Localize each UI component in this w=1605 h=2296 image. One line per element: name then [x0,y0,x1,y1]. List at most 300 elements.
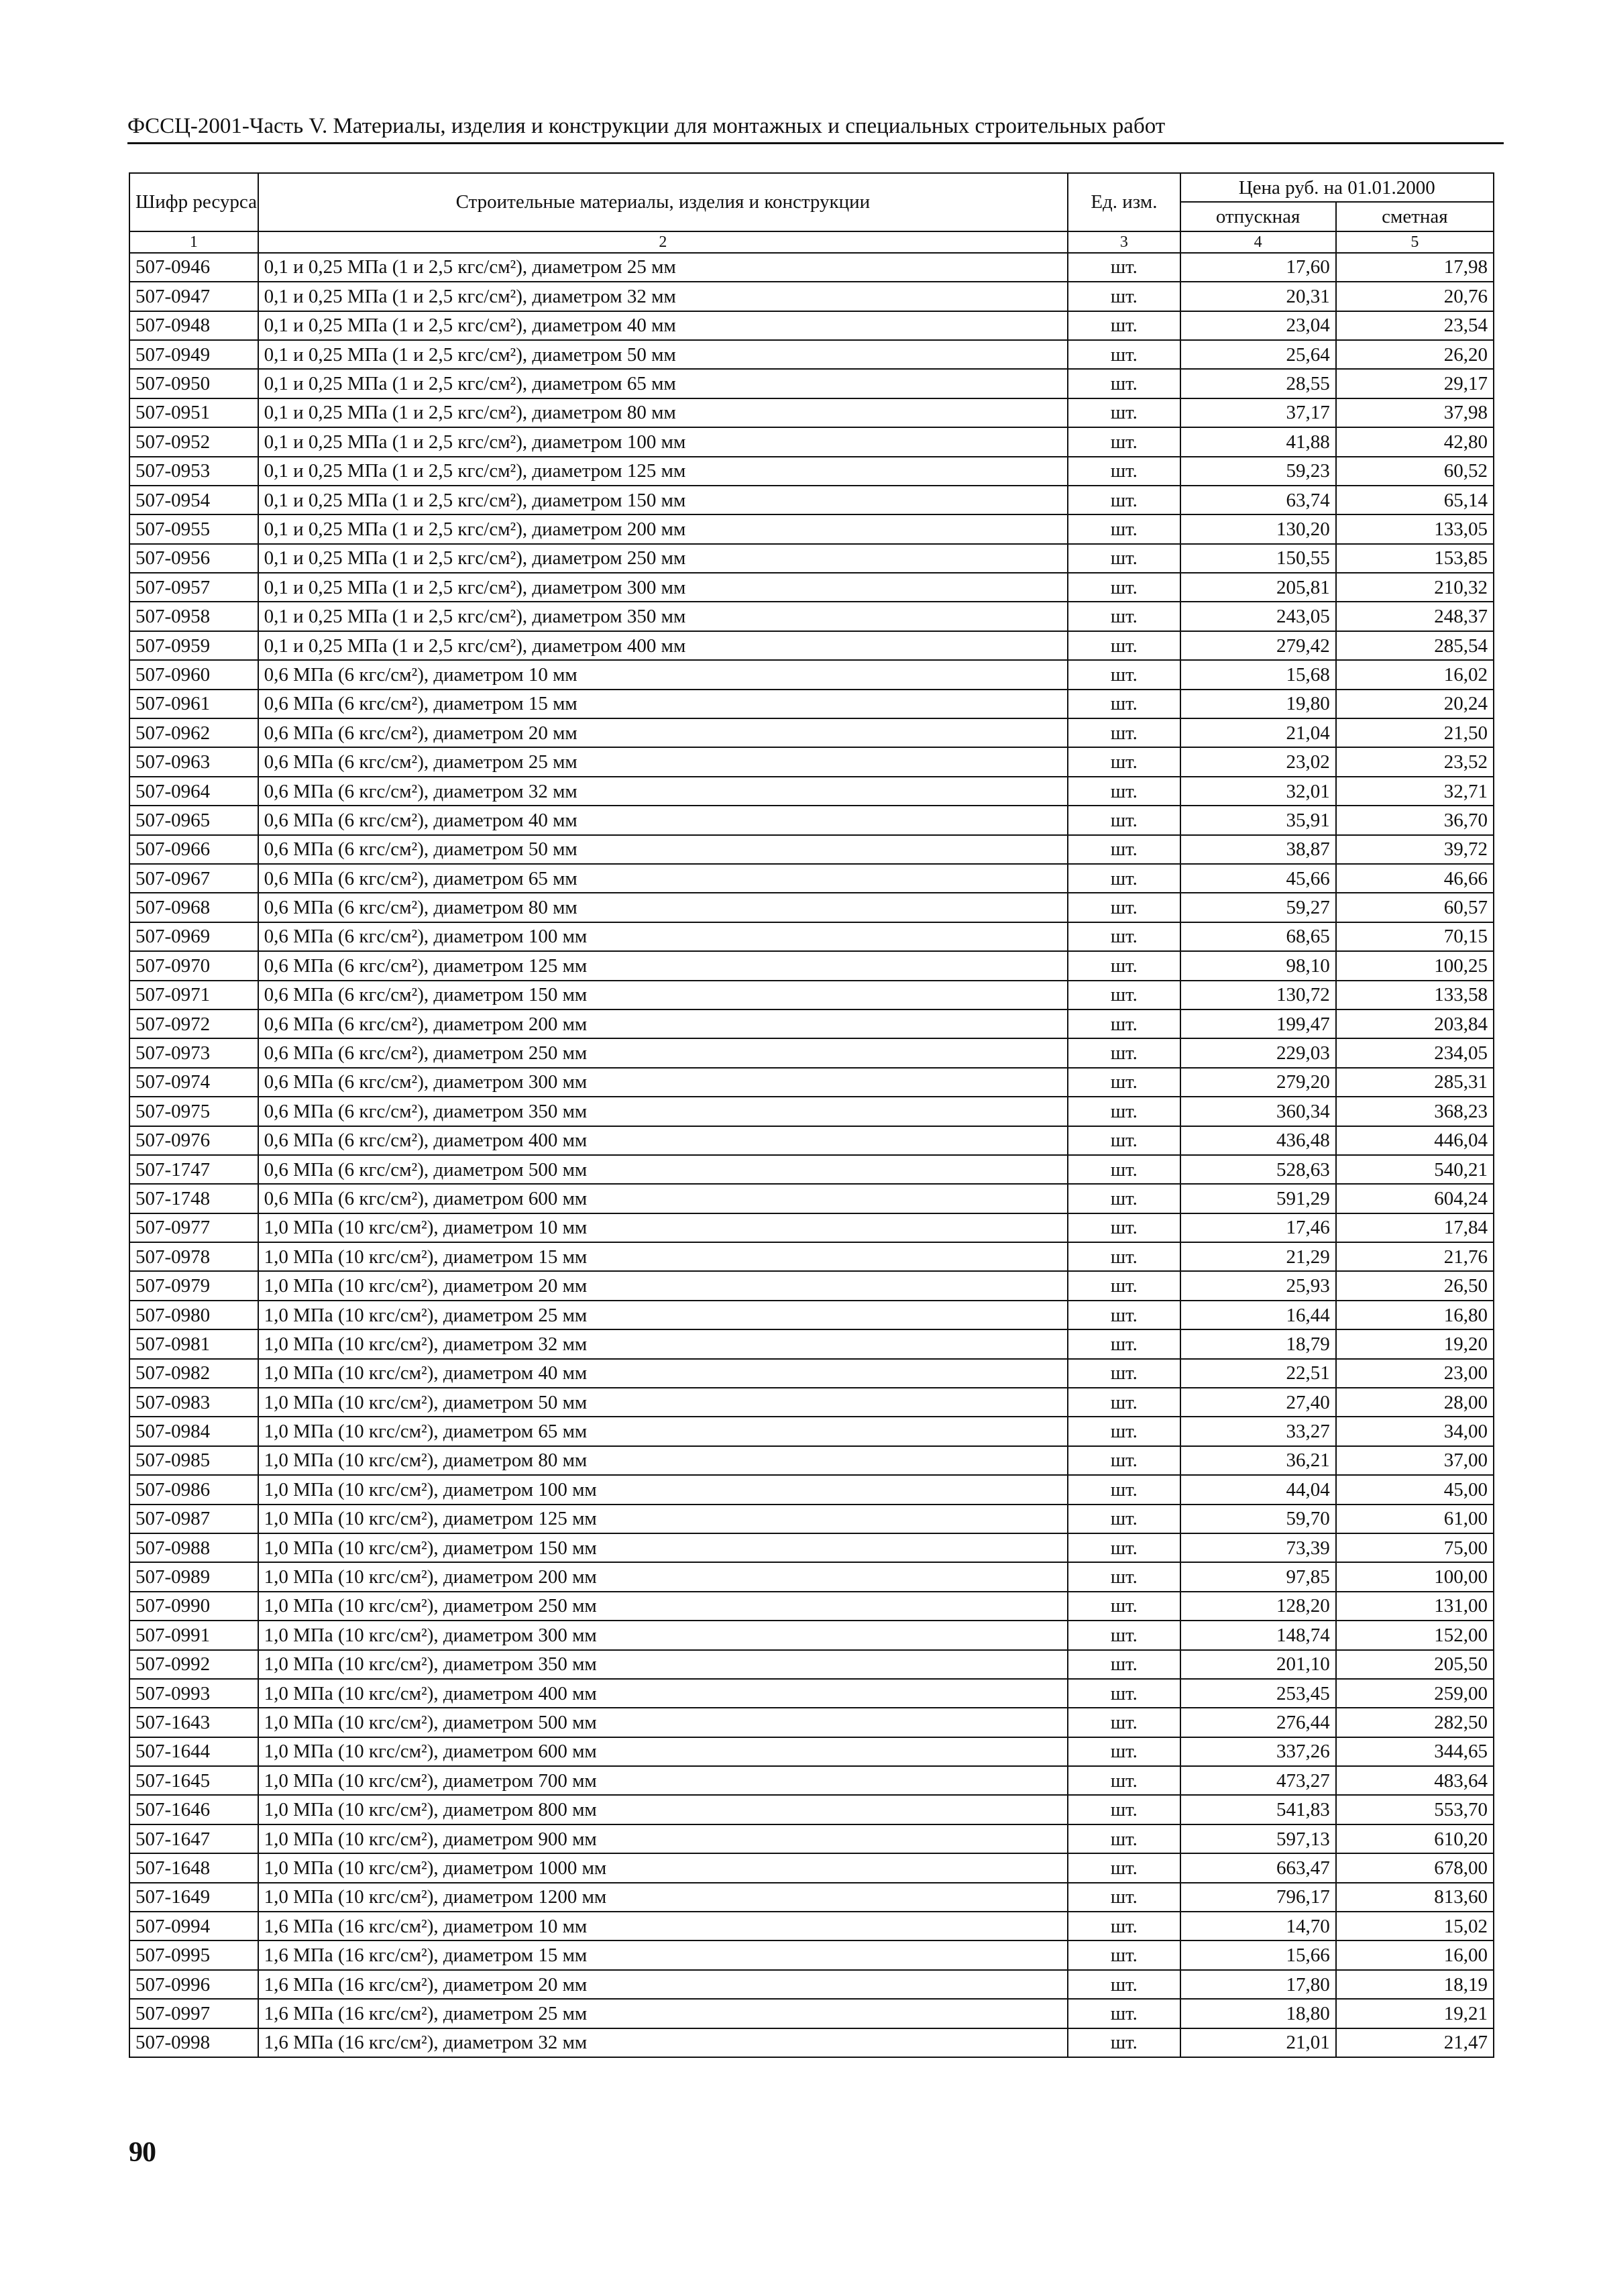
estimate-price-cell: 21,47 [1336,2028,1494,2057]
material-name-cell: 0,1 и 0,25 МПа (1 и 2,5 кгс/см²), диаметром 50 мм [258,340,1068,369]
release-price-cell: 16,44 [1180,1301,1336,1329]
unit-cell: шт. [1068,1795,1180,1824]
table-row [129,1097,1494,1126]
table-row [129,951,1494,980]
estimate-price-cell: 153,85 [1336,544,1494,573]
release-price-cell: 23,04 [1180,311,1336,340]
estimate-price-cell: 23,54 [1336,311,1494,340]
unit-cell: шт. [1068,1097,1180,1126]
release-price-cell: 253,45 [1180,1679,1336,1708]
estimate-price-cell: 23,00 [1336,1359,1494,1388]
table-row [129,1126,1494,1155]
table-row [129,2028,1494,2057]
estimate-price-cell: 20,76 [1336,282,1494,311]
estimate-price-cell: 42,80 [1336,427,1494,456]
table-row [129,573,1494,602]
release-price-cell: 337,26 [1180,1737,1336,1766]
unit-cell: шт. [1068,1766,1180,1795]
resource-code-cell: 507-0975 [129,1097,258,1126]
table-row [129,1912,1494,1940]
unit-cell: шт. [1068,514,1180,543]
table-row [129,1213,1494,1242]
estimate-price-cell: 234,05 [1336,1038,1494,1067]
resource-code-cell: 507-0986 [129,1475,258,1504]
material-name-cell: 1,6 МПа (16 кгс/см²), диаметром 20 мм [258,1970,1068,1999]
resource-code-cell: 507-0947 [129,282,258,311]
column-number: 2 [258,231,1068,253]
column-header-release-price: отпускная [1180,202,1336,231]
table-row [129,369,1494,398]
table-row [129,1766,1494,1795]
release-price-cell: 128,20 [1180,1592,1336,1621]
resource-code-cell: 507-1647 [129,1824,258,1853]
unit-cell: шт. [1068,1824,1180,1853]
unit-cell: шт. [1068,1912,1180,1940]
price-table [129,172,1494,2058]
unit-cell: шт. [1068,1883,1180,1912]
resource-code-cell: 507-0965 [129,806,258,834]
table-row [129,864,1494,893]
resource-code-cell: 507-0973 [129,1038,258,1067]
estimate-price-cell: 205,50 [1336,1650,1494,1679]
estimate-price-cell: 26,20 [1336,340,1494,369]
material-name-cell: 1,0 МПа (10 кгс/см²), диаметром 600 мм [258,1737,1068,1766]
material-name-cell: 0,6 МПа (6 кгс/см²), диаметром 350 мм [258,1097,1068,1126]
unit-cell: шт. [1068,718,1180,747]
release-price-cell: 21,01 [1180,2028,1336,2057]
material-name-cell: 0,6 МПа (6 кгс/см²), диаметром 65 мм [258,864,1068,893]
table-row [129,747,1494,776]
resource-code-cell: 507-0987 [129,1505,258,1533]
material-name-cell: 0,1 и 0,25 МПа (1 и 2,5 кгс/см²), диаметром 100 мм [258,427,1068,456]
table-row [129,602,1494,631]
material-name-cell: 0,6 МПа (6 кгс/см²), диаметром 20 мм [258,718,1068,747]
table-row [129,1592,1494,1621]
release-price-cell: 21,29 [1180,1242,1336,1271]
estimate-price-cell: 70,15 [1336,922,1494,951]
table-row [129,1824,1494,1853]
unit-cell: шт. [1068,806,1180,834]
estimate-price-cell: 19,21 [1336,1999,1494,2028]
estimate-price-cell: 16,80 [1336,1301,1494,1329]
column-number-row [129,231,1494,253]
release-price-cell: 796,17 [1180,1883,1336,1912]
release-price-cell: 36,21 [1180,1446,1336,1475]
column-header-estimate-price: сметная [1336,202,1494,231]
unit-cell: шт. [1068,747,1180,776]
release-price-cell: 23,02 [1180,747,1336,776]
release-price-cell: 17,60 [1180,253,1336,282]
material-name-cell: 0,6 МПа (6 кгс/см²), диаметром 300 мм [258,1068,1068,1097]
release-price-cell: 276,44 [1180,1708,1336,1737]
table-row [129,1242,1494,1271]
resource-code-cell: 507-0989 [129,1562,258,1591]
material-name-cell: 1,0 МПа (10 кгс/см²), диаметром 10 мм [258,1213,1068,1242]
estimate-price-cell: 483,64 [1336,1766,1494,1795]
material-name-cell: 0,1 и 0,25 МПа (1 и 2,5 кгс/см²), диаметром 32 мм [258,282,1068,311]
material-name-cell: 1,6 МПа (16 кгс/см²), диаметром 10 мм [258,1912,1068,1940]
material-name-cell: 1,0 МПа (10 кгс/см²), диаметром 80 мм [258,1446,1068,1475]
unit-cell: шт. [1068,427,1180,456]
release-price-cell: 473,27 [1180,1766,1336,1795]
unit-cell: шт. [1068,1242,1180,1271]
unit-cell: шт. [1068,1650,1180,1679]
table-row [129,1970,1494,1999]
table-row [129,1679,1494,1708]
table-row [129,1650,1494,1679]
release-price-cell: 597,13 [1180,1824,1336,1853]
release-price-cell: 32,01 [1180,777,1336,806]
table-row [129,660,1494,689]
table-row [129,1475,1494,1504]
resource-code-cell: 507-0946 [129,253,258,282]
unit-cell: шт. [1068,398,1180,427]
table-row [129,253,1494,282]
release-price-cell: 20,31 [1180,282,1336,311]
resource-code-cell: 507-0976 [129,1126,258,1155]
table-row [129,1271,1494,1300]
material-name-cell: 1,0 МПа (10 кгс/см²), диаметром 150 мм [258,1533,1068,1562]
unit-cell: шт. [1068,1562,1180,1591]
release-price-cell: 59,70 [1180,1505,1336,1533]
unit-cell: шт. [1068,1446,1180,1475]
release-price-cell: 41,88 [1180,427,1336,456]
release-price-cell: 73,39 [1180,1533,1336,1562]
resource-code-cell: 507-1645 [129,1766,258,1795]
material-name-cell: 1,0 МПа (10 кгс/см²), диаметром 20 мм [258,1271,1068,1300]
estimate-price-cell: 45,00 [1336,1475,1494,1504]
resource-code-cell: 507-0963 [129,747,258,776]
table-row [129,690,1494,718]
estimate-price-cell: 17,84 [1336,1213,1494,1242]
material-name-cell: 1,0 МПа (10 кгс/см²), диаметром 800 мм [258,1795,1068,1824]
estimate-price-cell: 259,00 [1336,1679,1494,1708]
estimate-price-cell: 285,54 [1336,631,1494,660]
estimate-price-cell: 203,84 [1336,1009,1494,1038]
release-price-cell: 360,34 [1180,1097,1336,1126]
resource-code-cell: 507-0988 [129,1533,258,1562]
release-price-cell: 279,20 [1180,1068,1336,1097]
unit-cell: шт. [1068,660,1180,689]
estimate-price-cell: 678,00 [1336,1853,1494,1882]
unit-cell: шт. [1068,1271,1180,1300]
release-price-cell: 199,47 [1180,1009,1336,1038]
resource-code-cell: 507-0978 [129,1242,258,1271]
release-price-cell: 38,87 [1180,835,1336,864]
material-name-cell: 0,6 МПа (6 кгс/см²), диаметром 500 мм [258,1155,1068,1184]
table-row [129,777,1494,806]
unit-cell: шт. [1068,631,1180,660]
material-name-cell: 1,0 МПа (10 кгс/см²), диаметром 200 мм [258,1562,1068,1591]
material-name-cell: 1,0 МПа (10 кгс/см²), диаметром 32 мм [258,1329,1068,1358]
estimate-price-cell: 65,14 [1336,486,1494,514]
material-name-cell: 0,1 и 0,25 МПа (1 и 2,5 кгс/см²), диаметром 350 мм [258,602,1068,631]
estimate-price-cell: 32,71 [1336,777,1494,806]
material-name-cell: 1,0 МПа (10 кгс/см²), диаметром 500 мм [258,1708,1068,1737]
table-row [129,1533,1494,1562]
column-header-code: Шифр ресурса [129,173,258,231]
release-price-cell: 59,23 [1180,457,1336,486]
table-row [129,1737,1494,1766]
estimate-price-cell: 610,20 [1336,1824,1494,1853]
material-name-cell: 1,0 МПа (10 кгс/см²), диаметром 15 мм [258,1242,1068,1271]
material-name-cell: 0,1 и 0,25 МПа (1 и 2,5 кгс/см²), диаметром 25 мм [258,253,1068,282]
unit-cell: шт. [1068,1184,1180,1213]
material-name-cell: 0,6 МПа (6 кгс/см²), диаметром 125 мм [258,951,1068,980]
table-row [129,1446,1494,1475]
release-price-cell: 25,64 [1180,340,1336,369]
table-row [129,1562,1494,1591]
resource-code-cell: 507-0980 [129,1301,258,1329]
unit-cell: шт. [1068,1301,1180,1329]
material-name-cell: 0,6 МПа (6 кгс/см²), диаметром 400 мм [258,1126,1068,1155]
material-name-cell: 0,6 МПа (6 кгс/см²), диаметром 15 мм [258,690,1068,718]
table-row [129,981,1494,1009]
estimate-price-cell: 15,02 [1336,1912,1494,1940]
table-row [129,282,1494,311]
material-name-cell: 1,6 МПа (16 кгс/см²), диаметром 32 мм [258,2028,1068,2057]
release-price-cell: 98,10 [1180,951,1336,980]
estimate-price-cell: 210,32 [1336,573,1494,602]
table-row [129,806,1494,834]
material-name-cell: 1,0 МПа (10 кгс/см²), диаметром 700 мм [258,1766,1068,1795]
release-price-cell: 150,55 [1180,544,1336,573]
resource-code-cell: 507-0972 [129,1009,258,1038]
table-body [129,253,1494,2057]
resource-code-cell: 507-0985 [129,1446,258,1475]
resource-code-cell: 507-0950 [129,369,258,398]
resource-code-cell: 507-0964 [129,777,258,806]
table-row [129,1301,1494,1329]
estimate-price-cell: 37,00 [1336,1446,1494,1475]
estimate-price-cell: 21,50 [1336,718,1494,747]
release-price-cell: 436,48 [1180,1126,1336,1155]
unit-cell: шт. [1068,486,1180,514]
resource-code-cell: 507-0971 [129,981,258,1009]
unit-cell: шт. [1068,1126,1180,1155]
unit-cell: шт. [1068,457,1180,486]
release-price-cell: 21,04 [1180,718,1336,747]
column-number: 1 [129,231,258,253]
estimate-price-cell: 368,23 [1336,1097,1494,1126]
table-row [129,835,1494,864]
table-row [129,1388,1494,1417]
table-row [129,398,1494,427]
material-name-cell: 0,6 МПа (6 кгс/см²), диаметром 200 мм [258,1009,1068,1038]
estimate-price-cell: 26,50 [1336,1271,1494,1300]
estimate-price-cell: 20,24 [1336,690,1494,718]
column-header-name: Строительные материалы, изделия и конструкции [258,173,1068,231]
unit-cell: шт. [1068,369,1180,398]
resource-code-cell: 507-0957 [129,573,258,602]
unit-cell: шт. [1068,690,1180,718]
page-header-title: ФССЦ-2001-Часть V. Материалы, изделия и конструкции для монтажных и специальных строительных работ [127,114,1166,138]
unit-cell: шт. [1068,1155,1180,1184]
table-row [129,1068,1494,1097]
unit-cell: шт. [1068,1679,1180,1708]
unit-cell: шт. [1068,1533,1180,1562]
estimate-price-cell: 813,60 [1336,1883,1494,1912]
material-name-cell: 0,6 МПа (6 кгс/см²), диаметром 10 мм [258,660,1068,689]
table-row [129,1621,1494,1649]
resource-code-cell: 507-0982 [129,1359,258,1388]
material-name-cell: 0,6 МПа (6 кгс/см²), диаметром 40 мм [258,806,1068,834]
estimate-price-cell: 100,00 [1336,1562,1494,1591]
estimate-price-cell: 446,04 [1336,1126,1494,1155]
resource-code-cell: 507-0951 [129,398,258,427]
release-price-cell: 17,80 [1180,1970,1336,1999]
unit-cell: шт. [1068,1359,1180,1388]
release-price-cell: 17,46 [1180,1213,1336,1242]
estimate-price-cell: 100,25 [1336,951,1494,980]
material-name-cell: 1,0 МПа (10 кгс/см²), диаметром 65 мм [258,1417,1068,1445]
table-row [129,457,1494,486]
material-name-cell: 0,6 МПа (6 кгс/см²), диаметром 32 мм [258,777,1068,806]
estimate-price-cell: 18,19 [1336,1970,1494,1999]
table-row [129,1184,1494,1213]
unit-cell: шт. [1068,1708,1180,1737]
resource-code-cell: 507-0981 [129,1329,258,1358]
resource-code-cell: 507-0961 [129,690,258,718]
unit-cell: шт. [1068,1475,1180,1504]
unit-cell: шт. [1068,893,1180,922]
unit-cell: шт. [1068,1592,1180,1621]
estimate-price-cell: 23,52 [1336,747,1494,776]
column-number: 5 [1336,231,1494,253]
resource-code-cell: 507-0949 [129,340,258,369]
material-name-cell: 0,1 и 0,25 МПа (1 и 2,5 кгс/см²), диаметром 250 мм [258,544,1068,573]
release-price-cell: 148,74 [1180,1621,1336,1649]
release-price-cell: 19,80 [1180,690,1336,718]
release-price-cell: 45,66 [1180,864,1336,893]
release-price-cell: 44,04 [1180,1475,1336,1504]
resource-code-cell: 507-0983 [129,1388,258,1417]
unit-cell: шт. [1068,544,1180,573]
material-name-cell: 0,6 МПа (6 кгс/см²), диаметром 50 мм [258,835,1068,864]
estimate-price-cell: 131,00 [1336,1592,1494,1621]
estimate-price-cell: 19,20 [1336,1329,1494,1358]
material-name-cell: 0,1 и 0,25 МПа (1 и 2,5 кгс/см²), диаметром 125 мм [258,457,1068,486]
release-price-cell: 22,51 [1180,1359,1336,1388]
release-price-cell: 18,79 [1180,1329,1336,1358]
resource-code-cell: 507-1748 [129,1184,258,1213]
resource-code-cell: 507-0979 [129,1271,258,1300]
material-name-cell: 1,6 МПа (16 кгс/см²), диаметром 25 мм [258,1999,1068,2028]
material-name-cell: 0,6 МПа (6 кгс/см²), диаметром 25 мм [258,747,1068,776]
release-price-cell: 528,63 [1180,1155,1336,1184]
resource-code-cell: 507-0970 [129,951,258,980]
release-price-cell: 229,03 [1180,1038,1336,1067]
resource-code-cell: 507-0995 [129,1940,258,1969]
unit-cell: шт. [1068,864,1180,893]
resource-code-cell: 507-1747 [129,1155,258,1184]
material-name-cell: 0,6 МПа (6 кгс/см²), диаметром 600 мм [258,1184,1068,1213]
material-name-cell: 1,0 МПа (10 кгс/см²), диаметром 900 мм [258,1824,1068,1853]
material-name-cell: 1,0 МПа (10 кгс/см²), диаметром 1200 мм [258,1883,1068,1912]
unit-cell: шт. [1068,1970,1180,1999]
table-row [129,1038,1494,1067]
table-row [129,1009,1494,1038]
table-row [129,514,1494,543]
release-price-cell: 59,27 [1180,893,1336,922]
table-row [129,544,1494,573]
release-price-cell: 14,70 [1180,1912,1336,1940]
resource-code-cell: 507-1646 [129,1795,258,1824]
unit-cell: шт. [1068,602,1180,631]
table-row [129,1883,1494,1912]
unit-cell: шт. [1068,1999,1180,2028]
table-row [129,1853,1494,1882]
release-price-cell: 243,05 [1180,602,1336,631]
table-row [129,1155,1494,1184]
estimate-price-cell: 75,00 [1336,1533,1494,1562]
release-price-cell: 33,27 [1180,1417,1336,1445]
table-row [129,1505,1494,1533]
material-name-cell: 1,0 МПа (10 кгс/см²), диаметром 40 мм [258,1359,1068,1388]
resource-code-cell: 507-0955 [129,514,258,543]
resource-code-cell: 507-0993 [129,1679,258,1708]
estimate-price-cell: 46,66 [1336,864,1494,893]
unit-cell: шт. [1068,2028,1180,2057]
unit-cell: шт. [1068,981,1180,1009]
table-row [129,311,1494,340]
resource-code-cell: 507-0966 [129,835,258,864]
release-price-cell: 68,65 [1180,922,1336,951]
resource-code-cell: 507-0959 [129,631,258,660]
table-row [129,1359,1494,1388]
estimate-price-cell: 28,00 [1336,1388,1494,1417]
table-row [129,1940,1494,1969]
resource-code-cell: 507-0998 [129,2028,258,2057]
table-row [129,893,1494,922]
resource-code-cell: 507-0969 [129,922,258,951]
unit-cell: шт. [1068,1038,1180,1067]
unit-cell: шт. [1068,777,1180,806]
unit-cell: шт. [1068,573,1180,602]
release-price-cell: 25,93 [1180,1271,1336,1300]
material-name-cell: 1,0 МПа (10 кгс/см²), диаметром 125 мм [258,1505,1068,1533]
table-row [129,922,1494,951]
estimate-price-cell: 604,24 [1336,1184,1494,1213]
estimate-price-cell: 133,58 [1336,981,1494,1009]
release-price-cell: 130,20 [1180,514,1336,543]
material-name-cell: 1,0 МПа (10 кгс/см²), диаметром 350 мм [258,1650,1068,1679]
release-price-cell: 27,40 [1180,1388,1336,1417]
resource-code-cell: 507-0997 [129,1999,258,2028]
unit-cell: шт. [1068,1009,1180,1038]
resource-code-cell: 507-0958 [129,602,258,631]
release-price-cell: 201,10 [1180,1650,1336,1679]
estimate-price-cell: 36,70 [1336,806,1494,834]
estimate-price-cell: 61,00 [1336,1505,1494,1533]
header-rule [127,142,1504,144]
table-row [129,486,1494,514]
material-name-cell: 0,1 и 0,25 МПа (1 и 2,5 кгс/см²), диаметром 400 мм [258,631,1068,660]
material-name-cell: 0,1 и 0,25 МПа (1 и 2,5 кгс/см²), диаметром 200 мм [258,514,1068,543]
table-row [129,631,1494,660]
material-name-cell: 0,6 МПа (6 кгс/см²), диаметром 150 мм [258,981,1068,1009]
material-name-cell: 1,0 МПа (10 кгс/см²), диаметром 1000 мм [258,1853,1068,1882]
resource-code-cell: 507-0956 [129,544,258,573]
release-price-cell: 15,66 [1180,1940,1336,1969]
table-row [129,1417,1494,1445]
release-price-cell: 130,72 [1180,981,1336,1009]
material-name-cell: 0,1 и 0,25 МПа (1 и 2,5 кгс/см²), диаметром 80 мм [258,398,1068,427]
resource-code-cell: 507-0977 [129,1213,258,1242]
column-number: 3 [1068,231,1180,253]
resource-code-cell: 507-0994 [129,1912,258,1940]
material-name-cell: 1,0 МПа (10 кгс/см²), диаметром 25 мм [258,1301,1068,1329]
